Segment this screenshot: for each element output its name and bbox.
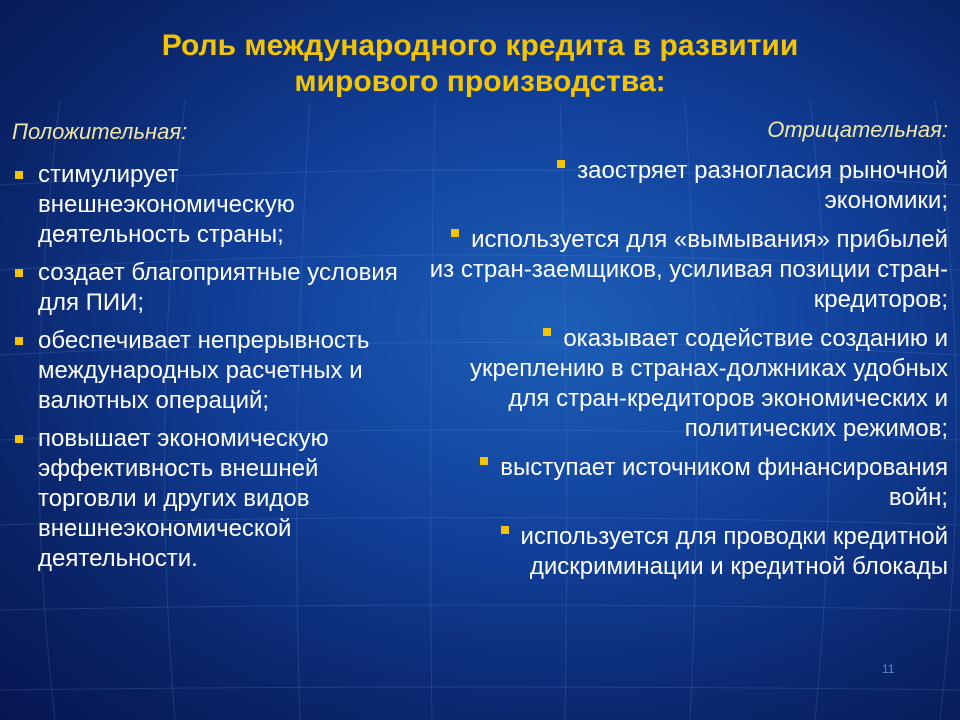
positive-item bbox=[12, 424, 412, 574]
positive-heading: Положительная: bbox=[12, 119, 188, 144]
title-line-1: Роль международного кредита в развитии bbox=[161, 29, 799, 62]
square-bullet-icon bbox=[15, 337, 23, 345]
square-bullet-icon bbox=[451, 229, 459, 237]
square-bullet-icon bbox=[557, 160, 565, 168]
negative-list bbox=[428, 156, 948, 591]
square-bullet-icon bbox=[501, 526, 509, 534]
negative-item-text: оказывает содействие созданию и укреплению в странах-должниках удобных для стран-кредиторов экономических и политических режимов; bbox=[470, 325, 948, 442]
negative-item-text: используется для проводки кредитной дискриминации и кредитной блокады bbox=[520, 523, 948, 580]
positive-item-text: стимулирует внешнеэкономическую деятельность страны; bbox=[38, 161, 295, 248]
negative-item bbox=[428, 324, 948, 444]
negative-item bbox=[428, 453, 948, 513]
negative-item bbox=[428, 156, 948, 216]
negative-item-text: выступает источником финансирования войн; bbox=[500, 454, 948, 511]
positive-list bbox=[12, 160, 412, 582]
negative-item bbox=[428, 522, 948, 582]
positive-item-text: повышает экономическую эффективность внешней торговли и других видов внешнеэкономической деятельности. bbox=[38, 425, 329, 572]
square-bullet-icon bbox=[15, 269, 23, 277]
square-bullet-icon bbox=[15, 171, 23, 179]
positive-item bbox=[12, 326, 412, 416]
square-bullet-icon bbox=[480, 457, 488, 465]
square-bullet-icon bbox=[543, 328, 551, 336]
negative-item-text: заостряет разногласия рыночной экономики; bbox=[577, 157, 948, 214]
negative-item bbox=[428, 225, 948, 315]
positive-item-text: обеспечивает непрерывность международных расчетных и валютных операций; bbox=[38, 327, 370, 414]
negative-heading: Отрицательная: bbox=[767, 117, 948, 142]
positive-item bbox=[12, 258, 412, 318]
negative-item-text: используется для «вымывания» прибылей из стран-заемщиков, усиливая позиции стран-кредиторов; bbox=[429, 226, 948, 313]
slide-number: 11 bbox=[882, 662, 895, 676]
positive-item bbox=[12, 160, 412, 250]
title-line-2: мирового производства: bbox=[294, 65, 666, 98]
square-bullet-icon bbox=[15, 435, 23, 443]
slide-title bbox=[0, 28, 960, 100]
positive-item-text: создает благоприятные условия для ПИИ; bbox=[38, 259, 398, 316]
